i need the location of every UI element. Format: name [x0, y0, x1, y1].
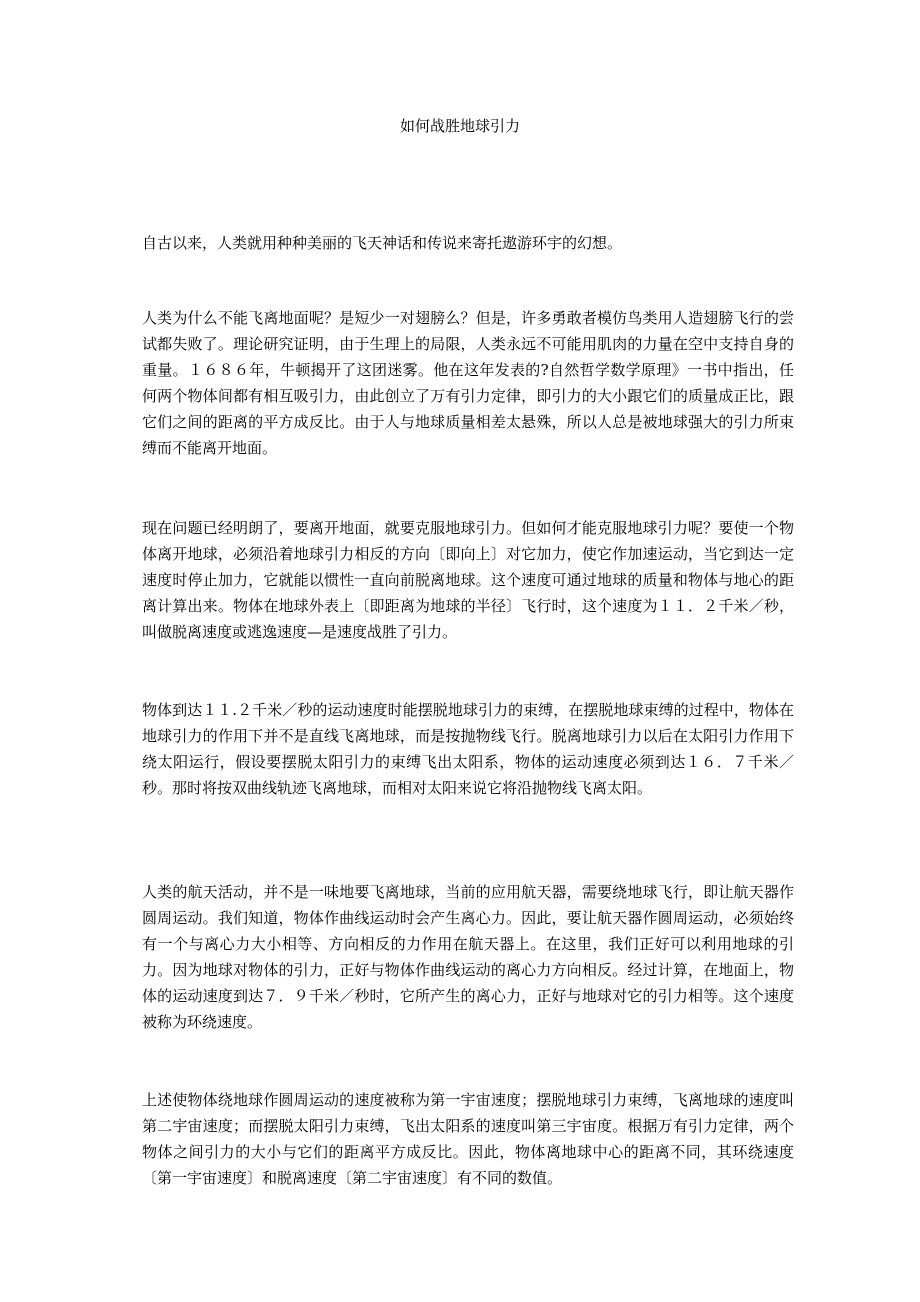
paragraph-cosmic-velocities: 上述使物体绕地球作圆周运动的速度被称为第一宇宙速度；摆脱地球引力束缚，飞离地球的速度叫第二宇宙速度；而摆脱太阳引力束缚，飞出太阳系的速度叫第三宇宙度。根据万有引力定律，两个物体之间引力的大小与它们的距离平方成反比。因此，物体离地球中心的距离不同，其环绕速度〔第一宇宙速度〕和脱离速度〔第二宇宙速度〕有不同的数值。: [142, 1091, 794, 1187]
paragraph-solar-escape: 物体到达１１.２千米／秒的运动速度时能摆脱地球引力的束缚，在摆脱地球束缚的过程中，物体在地球引力的作用下并不是直线飞离地球，而是按抛物线飞行。脱离地球引力以后在太阳引力作用下绕太阳运行，假设要摆脱太阳引力的束缚飞出太阳系，物体的运动速度必须到达１６．７千米／秒。那时将按双曲线轨迹飞离地球，而相对太阳来说它将沿抛物线飞离太阳。: [142, 701, 794, 797]
paragraph-newton-gravitation: 人类为什么不能飞离地面呢？是短少一对翅膀么？但是，许多勇敢者模仿鸟类用人造翅膀飞行的尝试都失败了。理论研究证明，由于生理上的局限，人类永远不可能用肌肉的力量在空中支持自身的重量。１６８６年，牛顿揭开了这团迷雾。他在这年发表的?自然哲学数学原理》一书中指出，任何两个物体间都有相互吸引力，由此创立了万有引力定律，即引力的大小跟它们的质量成正比，跟它们之间的距离的平方成反比。由于人与地球质量相差太悬殊，所以人总是被地球强大的引力所束缚而不能离开地面。: [142, 309, 794, 457]
paragraph-intro: 自古以来，人类就用种种美丽的飞天神话和传说来寄托遨游环宇的幻想。: [142, 234, 623, 252]
paragraph-orbital-velocity: 人类的航天活动，并不是一味地要飞离地球，当前的应用航天器，需要绕地球飞行，即让航天器作圆周运动。我们知道，物体作曲线运动时会产生离心力。因此，要让航天器作圆周运动，必须始终有一个与离心力大小相等、方向相反的力作用在航天器上。在这里，我们正好可以利用地球的引力。因为地球对物体的引力，正好与物体作曲线运动的离心力方向相反。经过计算，在地面上，物体的运动速度到达７．９千米／秒时，它所产生的离心力，正好与地球对它的引力相等。这个速度被称为环绕速度。: [142, 883, 794, 1031]
paragraph-escape-velocity: 现在问题已经明朗了，要离开地面，就要克服地球引力。但如何才能克服地球引力呢？要使一个物体离开地球，必须沿着地球引力相反的方向〔即向上〕对它加力，使它作加速运动，当它到达一定速度时停止加力，它就能以惯性一直向前脱离地球。这个速度可通过地球的质量和物体与地心的距离计算出来。物体在地球外表上〔即距离为地球的半径〕飞行时，这个速度为１１．２千米／秒，叫做脱离速度或逃逸速度—是速度战胜了引力。: [142, 519, 794, 641]
document-title: 如何战胜地球引力: [399, 117, 520, 135]
